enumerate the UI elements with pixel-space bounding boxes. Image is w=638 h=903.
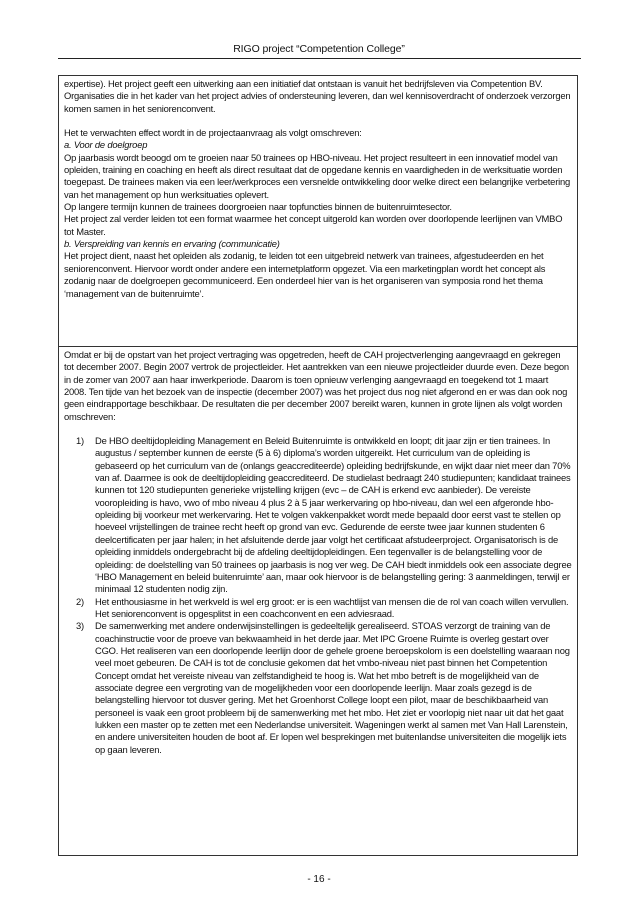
subheading-target-group: a. Voor de doelgroep (64, 139, 148, 151)
paragraph: Het project zal verder leiden tot een format waarmee het concept uitgerold kan worden over doorlopende leerlijnen van VMBO tot Master. (64, 213, 563, 237)
list-item (64, 620, 572, 756)
results-list (64, 435, 572, 756)
page-header-title: RIGO project “Competention College” (233, 43, 405, 55)
list-item-number: 1) (76, 435, 84, 447)
paragraph: Het te verwachten effect wordt in de projectaanvraag als volgt omschreven: (64, 127, 362, 139)
paragraph: Op jaarbasis wordt beoogd om te groeien naar 50 trainees op HBO-niveau. Het project resulteert in een innovatief model van opleiden, training en coaching en heeft als direct resultaat dat de opgedane kennis en vaardigheden in de werksituatie worden toegepast. De trainees maken via een leer/werkproces een versnelde ontwikkeling door welke direct een belangrijke verbetering van het management op hun werksituaties oplevert. (64, 151, 571, 200)
spacer (64, 115, 572, 127)
subheading-knowledge-sharing: b. Verspreiding van kennis en ervaring (communicatie) (64, 238, 280, 250)
paragraph: expertise). Het project geeft een uitwerking aan een initiatief dat ontstaan is vanuit het bedrijfsleven via Competention BV. Organisaties die in het kader van het project advies of ondersteuning leveren, dan wel kennisoverdracht of onderzoek verzorgen komen samen in het seniorenconvent. (64, 78, 571, 114)
list-item-text: Het enthousiasme in het werkveld is wel erg groot: er is een wachtlijst van mensen die de rol van coach willen vervullen. Het seniorenconvent is opgesplitst in een coachconvent en een adviesraad. (95, 595, 569, 619)
paragraph: Op langere termijn kunnen de trainees doorgroeien naar topfuncties binnen de buitenruimtesector. (64, 201, 452, 213)
text-box-project-results (58, 346, 578, 856)
header-divider (58, 58, 581, 59)
page-number: - 16 - (307, 874, 331, 885)
text-box-project-description (58, 75, 578, 347)
list-item-text: De HBO deeltijdopleiding Management en Beleid Buitenruimte is ontwikkeld en loopt; dit jaar zijn er tien trainees. In augustus / september kunnen de eerste (5 à 6) diploma’s worden uitgereikt. Het curriculum van de opleiding is gebaseerd op het curriculum van de (onlangs geaccrediteerde) opleiding bedrijfskunde, en wijkt daar niet meer dan 70% van af. Daarmee is ook de deeltijdopleiding geaccrediteerd. De studielast bedraagt 240 studiepunten; kandidaat trainees kunnen tot 120 studiepunten generieke vrijstelling krijgen (evc – de CAH is erkend evc aanbieder). De vereiste vooropleiding is havo, vwo of mbo niveau 4 plus 2 à 5 jaar werkervaring op hbo-niveau, dan wel een afgeronde hbo-opleiding bij voorkeur met werkervaring. Het te volgen vakkenpakket wordt mede bepaald door eerst vast te stellen op hoeveel vrijstellingen de trainee recht heeft op grond van evc. Gedurende de eerste twee jaar kunnen studenten 6 deelcertificaten per jaar halen; in het afsluitende derde jaar volgt het certificaat afstudeerproject. Organisatorisch is de opleiding inmiddels ondergebracht bij de afdeling deeltijdopleidingen. Een tegenvaller is de belangstelling voor de opleiding: de doelstelling van 50 trainees op jaarbasis is nog ver weg. De CAH biedt inmiddels ook een associate degree ‘HBO Management en beleid buitenruimte’ aan, maar ook hiervoor is de belangstelling gering: 3 aanmeldingen, terwijl er minimaal 12 studenten nodig zijn. (95, 435, 572, 595)
list-item (64, 435, 572, 595)
list-item-number: 2) (76, 595, 84, 607)
paragraph: Het project dient, naast het opleiden als zodanig, te leiden tot een uitgebreid netwerk van trainees, afgestudeerden en het seniorenconvent. Hiervoor wordt onder andere een internetplatform opgezet. Via een marketingplan wordt het concept als zodanig naar de doelgroepen gecommuniceerd. Een onderdeel hier van is het organiseren van symposia rond het thema ‘management van de buitenruimte’. (64, 250, 546, 299)
list-item-text: De samenwerking met andere onderwijsinstellingen is gedeeltelijk gerealiseerd. STOAS verzorgt de training van de coachinstructie voor de proeve van bekwaamheid in het derde jaar. Met IPC Groene Ruimte is overleg gestart over CGO. Het realiseren van een doorlopende leerlijn door de gehele groene beroepskolom is een doelstelling waaraan nog veel moet gebeuren. De CAH is tot de conclusie gekomen dat het vmbo-niveau niet past binnen het Competention Concept omdat het vereiste niveau van zelfstandigheid te hoog is. Wat het mbo betreft is de mogelijkheid van de associate degree een vergroting van de mogelijkheden voor een doorlopende leerlijn. Maar zoals gezegd is de belangstelling hiervoor tot dusver gering. Met het Groenhorst College loopt een pilot, maar de beschikbaarheid van personeel is vaak een groot probleem bij de samenwerking met het mbo. Het ziet er voorlopig niet naar uit dat het gaat lukken een master op te zetten met een Nederlandse universiteit. Wageningen werkt al samen met Van Hall Larenstein, en andere universiteiten houden de boot af. Er lopen wel besprekingen met buitenlandse universiteiten die mogelijk iets op gaan leveren. (95, 620, 570, 755)
list-item-number: 3) (76, 620, 84, 632)
paragraph-intro: Omdat er bij de opstart van het project vertraging was opgetreden, heeft de CAH projectverlenging aangevraagd en gekregen tot december 2007. Begin 2007 vertrok de projectleider. Het aantrekken van een nieuwe projectleider duurde even. Deze begon in de zomer van 2007 aan haar inwerkperiode. Daarom is toen opnieuw verlenging aangevraagd en toegekend tot 1 maart 2008. Ten tijde van het bezoek van de inspectie (december 2007) was het project dus nog niet afgerond en er was dan ook nog geen eindrapportage beschikbaar. De resultaten die per december 2007 bereikt waren, kunnen in grote lijnen als volgt worden omschreven: (64, 349, 569, 422)
list-item (64, 596, 572, 621)
